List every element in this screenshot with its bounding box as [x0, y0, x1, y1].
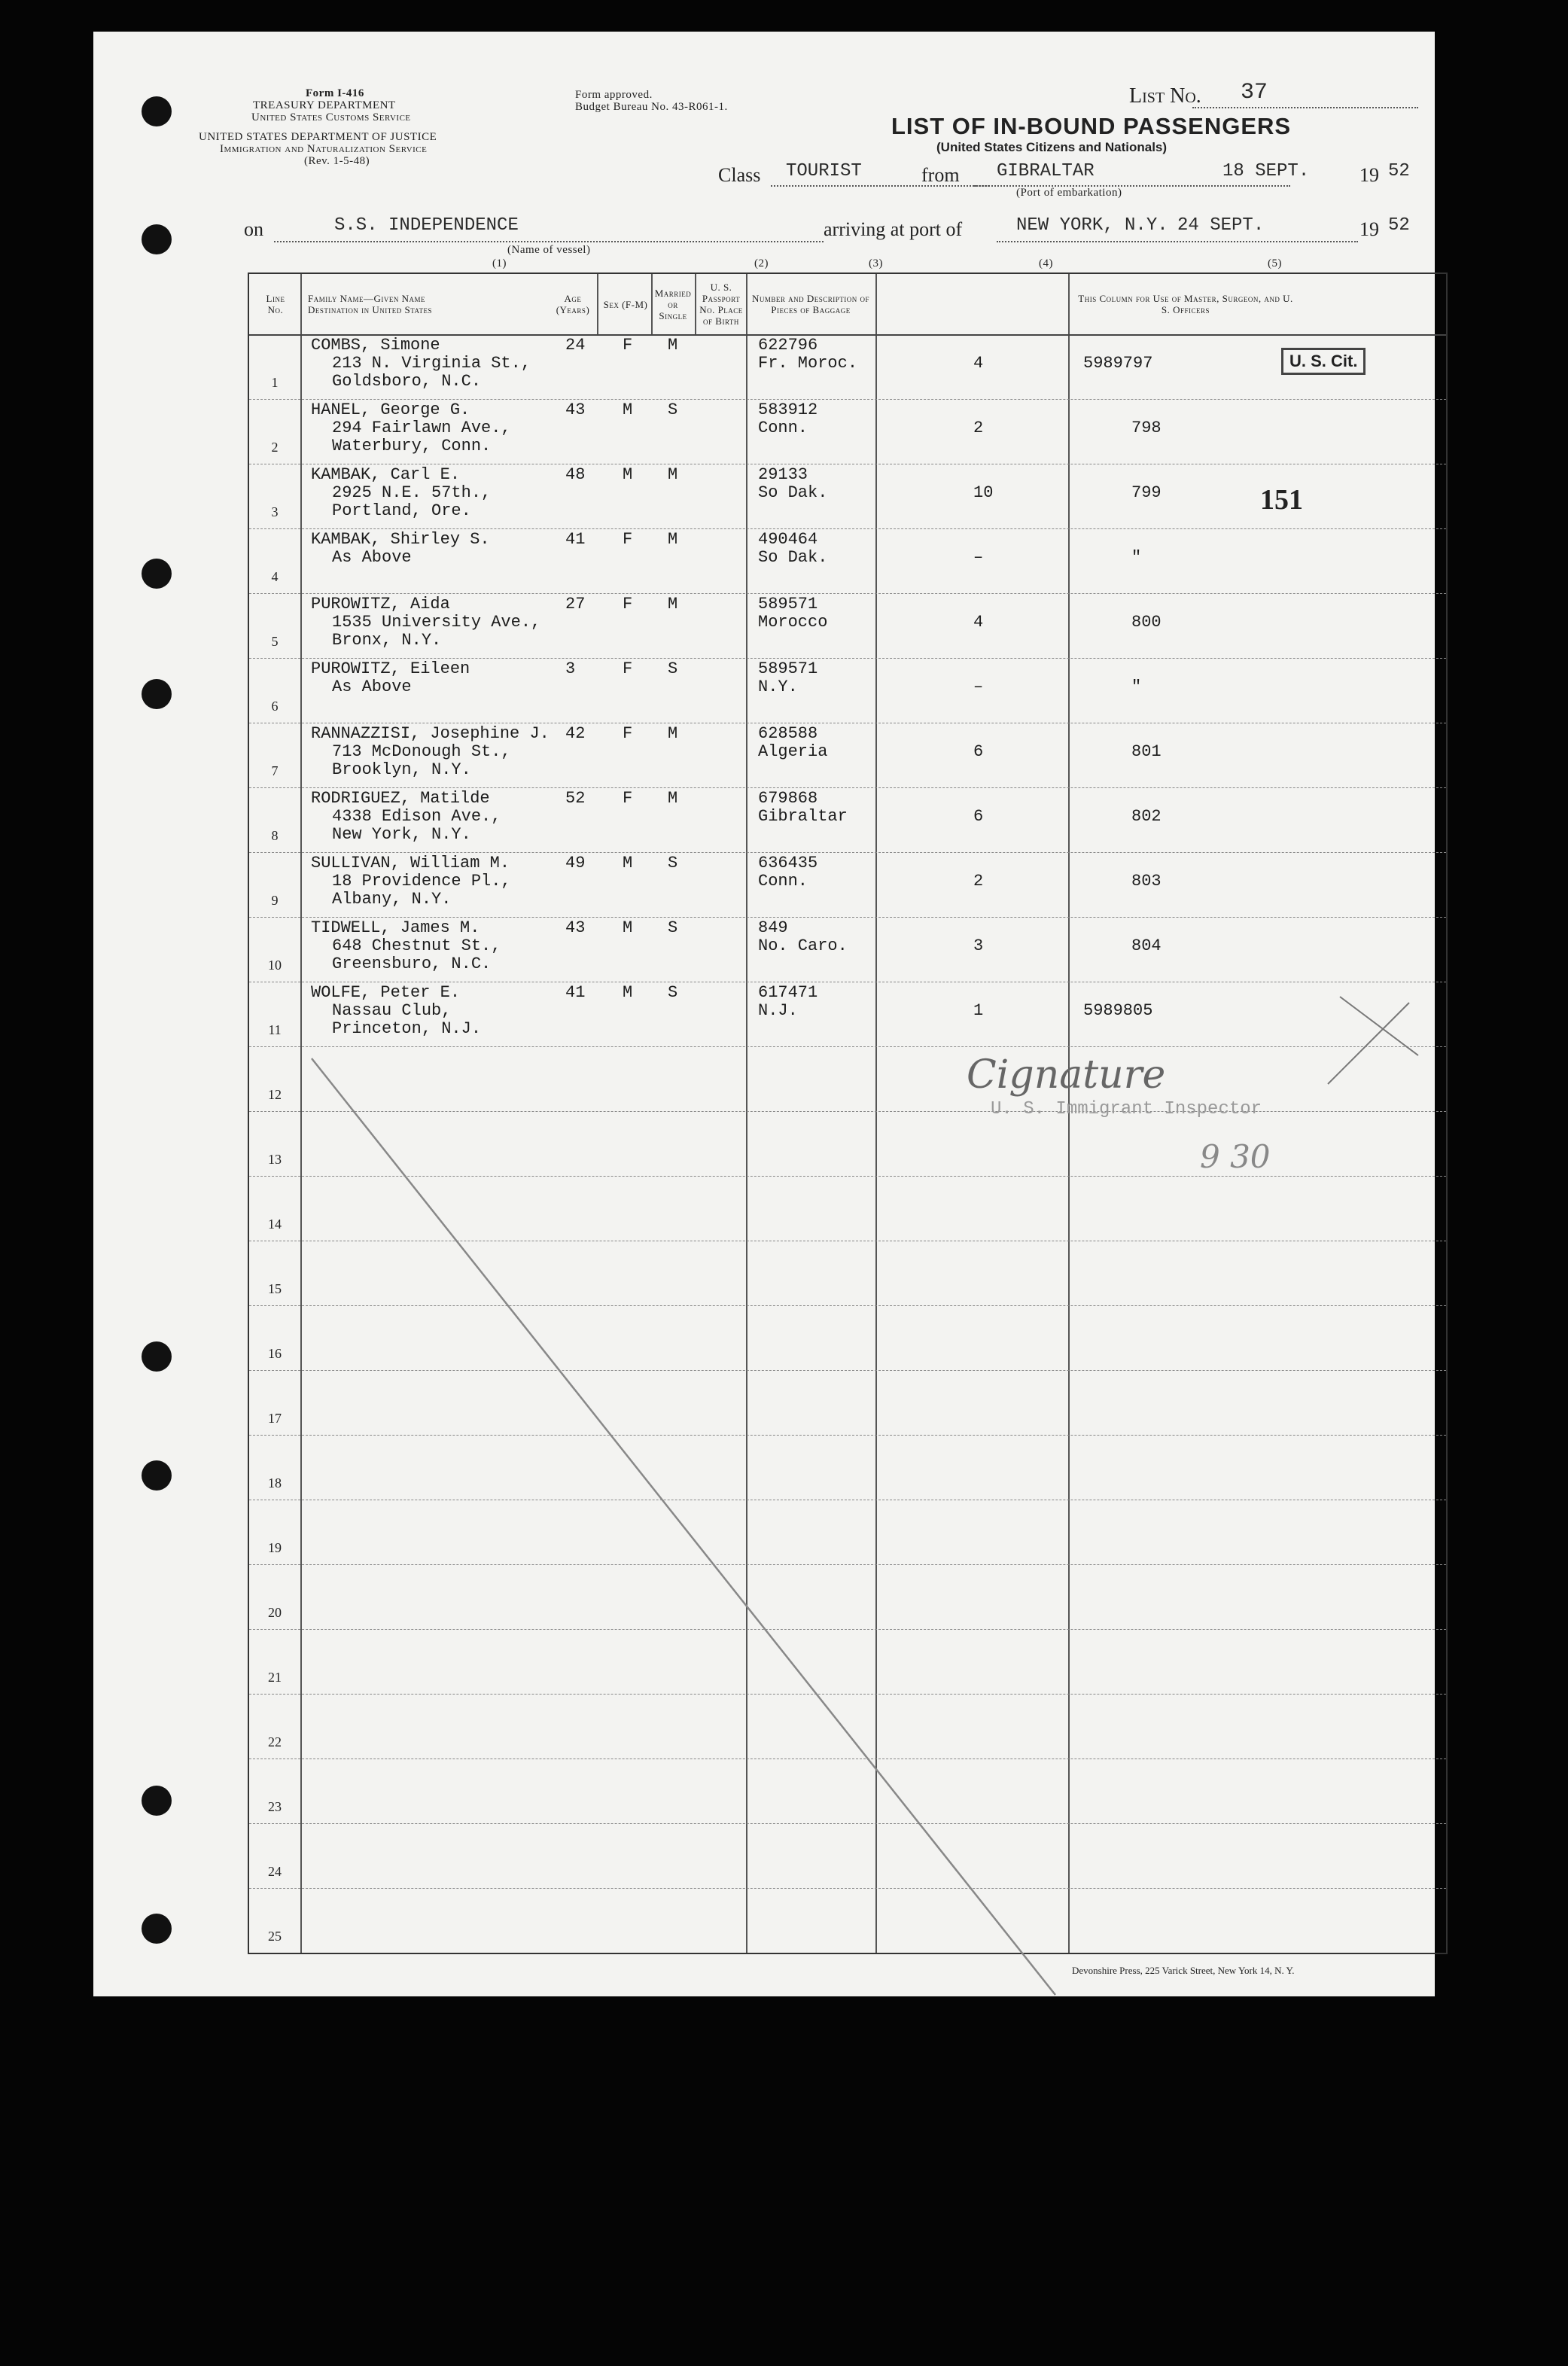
passenger-address-1: 713 McDonough St.,	[332, 742, 511, 761]
col-header-passport: U. S. Passport No. Place of Birth	[699, 282, 743, 327]
line-number: 7	[271, 763, 279, 778]
passenger-passport: 583912	[758, 400, 818, 419]
passenger-marital: S	[668, 659, 678, 678]
passenger-officer-note: 800	[1131, 613, 1162, 632]
passenger-passport: 490464	[758, 530, 818, 549]
passenger-baggage: 6	[973, 742, 984, 761]
passenger-address-1: 213 N. Virginia St.,	[332, 354, 531, 373]
passenger-age: 3	[565, 659, 576, 678]
departure-date: 18 SEPT.	[1222, 161, 1310, 181]
passenger-address-1: 18 Providence Pl.,	[332, 872, 511, 891]
col-header-baggage: Number and Description of Pieces of Baggage	[751, 293, 870, 315]
passenger-passport: 589571	[758, 595, 818, 614]
passenger-address-2: Portland, Ore.	[332, 501, 471, 520]
form-number: Form I-416	[306, 87, 364, 99]
passenger-sex: M	[623, 918, 633, 937]
passenger-age: 48	[565, 465, 586, 484]
passenger-name: SULLIVAN, William M.	[311, 854, 510, 872]
passenger-age: 42	[565, 724, 586, 743]
passenger-age: 24	[565, 336, 586, 355]
passenger-passport: 636435	[758, 854, 818, 872]
passenger-sex: F	[623, 336, 633, 355]
passenger-sex: F	[623, 724, 633, 743]
passenger-officer-note: 799	[1131, 483, 1162, 502]
passenger-officer-note: 5989805	[1083, 1001, 1153, 1020]
passenger-address-1: As Above	[332, 548, 412, 567]
passenger-passport: 29133	[758, 465, 808, 484]
line-number: 6	[271, 699, 279, 714]
passenger-name: PUROWITZ, Eileen	[311, 659, 470, 678]
passenger-name: RANNAZZISI, Josephine J.	[311, 724, 550, 743]
passenger-officer-note: 804	[1131, 936, 1162, 955]
passenger-age: 43	[565, 400, 586, 419]
passenger-sex: M	[623, 854, 633, 872]
passenger-officer-note: "	[1131, 678, 1142, 696]
passenger-marital: M	[668, 530, 678, 549]
passenger-officer-note: "	[1131, 548, 1142, 567]
passenger-name: HANEL, George G.	[311, 400, 470, 419]
passenger-officer-note: 803	[1131, 872, 1162, 891]
pencil-strike-line	[93, 32, 1435, 1996]
us-citizen-stamp: U. S. Cit.	[1281, 348, 1366, 375]
passenger-address-1: 1535 University Ave.,	[332, 613, 541, 632]
passenger-marital: M	[668, 595, 678, 614]
passenger-baggage: –	[973, 678, 984, 696]
passenger-marital: S	[668, 918, 678, 937]
arriving-label: arriving at port of	[824, 218, 963, 240]
budget-bureau: Budget Bureau No. 43-R061-1.	[575, 101, 728, 113]
passenger-address-2: Bronx, N.Y.	[332, 631, 442, 650]
col-number-1: (1)	[492, 257, 507, 269]
passenger-sex: M	[623, 465, 633, 484]
passenger-baggage: 2	[973, 872, 984, 891]
passenger-address-2: New York, N.Y.	[332, 825, 471, 844]
vessel-label: (Name of vessel)	[507, 244, 591, 256]
col-header-age: Age (Years)	[556, 293, 590, 315]
line-number: 22	[268, 1734, 282, 1749]
col-header-line: Line No.	[266, 293, 285, 315]
passenger-address-1: 648 Chestnut St.,	[332, 936, 501, 955]
passenger-marital: M	[668, 336, 678, 355]
passenger-baggage: 1	[973, 1001, 984, 1020]
line-number: 25	[268, 1929, 282, 1944]
passenger-age: 41	[565, 530, 586, 549]
passenger-address-1: 2925 N.E. 57th.,	[332, 483, 492, 502]
passenger-passport: 628588	[758, 724, 818, 743]
line-number: 16	[268, 1346, 282, 1361]
passenger-age: 41	[565, 983, 586, 1002]
passenger-address-2: Greensburo, N.C.	[332, 955, 492, 973]
form-approved: Form approved.	[575, 89, 653, 101]
vessel-name: S.S. INDEPENDENCE	[334, 215, 519, 236]
passenger-address-1: As Above	[332, 678, 412, 696]
line-number: 20	[268, 1605, 282, 1620]
line-number: 13	[268, 1152, 282, 1167]
printer-credit: Devonshire Press, 225 Varick Street, New York 14, N. Y.	[1072, 1965, 1295, 1976]
passenger-sex: M	[623, 983, 633, 1002]
passenger-age: 43	[565, 918, 586, 937]
page-title: LIST OF IN-BOUND PASSENGERS	[891, 113, 1292, 139]
col-number-3: (3)	[869, 257, 883, 269]
passenger-baggage: –	[973, 548, 984, 567]
passenger-name: KAMBAK, Shirley S.	[311, 530, 490, 549]
col-header-married: Married or Single	[654, 287, 692, 321]
passenger-birthplace: N.J.	[758, 1001, 798, 1020]
arrival-year-prefix: 19	[1359, 218, 1379, 240]
immigration-service: Immigration and Naturalization Service	[220, 143, 428, 155]
list-number-label: List No.	[1129, 84, 1201, 108]
department-of-justice: UNITED STATES DEPARTMENT OF JUSTICE	[199, 131, 437, 143]
passenger-marital: M	[668, 465, 678, 484]
passenger-baggage: 6	[973, 807, 984, 826]
col-number-2: (2)	[754, 257, 769, 269]
passenger-address-2: Brooklyn, N.Y.	[332, 760, 471, 779]
line-number: 17	[268, 1411, 282, 1426]
arrival-port: NEW YORK, N.Y.	[1016, 215, 1168, 236]
col-header-sex: Sex (F-M)	[603, 298, 648, 310]
passenger-birthplace: So Dak.	[758, 548, 828, 567]
passenger-passport: 589571	[758, 659, 818, 678]
passenger-age: 49	[565, 854, 586, 872]
passenger-address-2: Goldsboro, N.C.	[332, 372, 482, 391]
passenger-age: 27	[565, 595, 586, 614]
passenger-officer-note: 801	[1131, 742, 1162, 761]
passenger-birthplace: Conn.	[758, 872, 808, 891]
passenger-sex: F	[623, 659, 633, 678]
passenger-birthplace: So Dak.	[758, 483, 828, 502]
passenger-count: 151	[1260, 484, 1303, 516]
passenger-sex: F	[623, 595, 633, 614]
passenger-passport: 679868	[758, 789, 818, 808]
treasury-department: TREASURY DEPARTMENT	[253, 99, 396, 111]
passenger-name: RODRIGUEZ, Matilde	[311, 789, 490, 808]
col-header-officers: This Column for Use of Master, Surgeon, and U. S. Officers	[1078, 293, 1293, 315]
arrival-year: 52	[1388, 215, 1410, 236]
passenger-sex: M	[623, 400, 633, 419]
on-label: on	[244, 218, 263, 240]
from-label: from	[921, 164, 960, 186]
passenger-marital: S	[668, 983, 678, 1002]
passenger-name: PUROWITZ, Aida	[311, 595, 450, 614]
passenger-address-1: 294 Fairlawn Ave.,	[332, 419, 511, 437]
departure-year-prefix: 19	[1359, 164, 1379, 186]
arrival-date: 24 SEPT.	[1177, 215, 1265, 236]
col-number-4: (4)	[1039, 257, 1053, 269]
line-number: 23	[268, 1799, 282, 1814]
passenger-sex: F	[623, 530, 633, 549]
line-number: 10	[268, 958, 282, 973]
departure-year: 52	[1388, 161, 1410, 181]
form-sheet	[93, 32, 1435, 1996]
passenger-birthplace: Algeria	[758, 742, 828, 761]
line-number: 5	[271, 634, 279, 649]
passenger-birthplace: Morocco	[758, 613, 828, 632]
line-number: 12	[268, 1087, 282, 1102]
line-number: 14	[268, 1216, 282, 1232]
line-number: 8	[271, 828, 279, 843]
passenger-name: WOLFE, Peter E.	[311, 983, 461, 1002]
passenger-baggage: 4	[973, 613, 984, 632]
col-header-name: Family Name—Given Name Destination in United States	[308, 293, 433, 315]
port-embarkation-label: (Port of embarkation)	[1016, 187, 1122, 199]
passenger-address-2: Albany, N.Y.	[332, 890, 452, 909]
passenger-passport: 617471	[758, 983, 818, 1002]
line-number: 9	[271, 893, 279, 908]
passenger-birthplace: No. Caro.	[758, 936, 848, 955]
passenger-baggage: 3	[973, 936, 984, 955]
line-number: 2	[271, 440, 279, 455]
list-number: 37	[1241, 80, 1268, 105]
class-label: Class	[718, 164, 761, 186]
passenger-officer-note: 5989797	[1083, 354, 1153, 373]
line-number: 21	[268, 1670, 282, 1685]
passenger-marital: M	[668, 724, 678, 743]
line-number: 11	[268, 1022, 282, 1037]
passenger-address-1: Nassau Club,	[332, 1001, 452, 1020]
passenger-marital: S	[668, 400, 678, 419]
passenger-passport: 622796	[758, 336, 818, 355]
passenger-name: TIDWELL, James M.	[311, 918, 480, 937]
passenger-marital: M	[668, 789, 678, 808]
line-number: 3	[271, 504, 279, 519]
passenger-baggage: 10	[973, 483, 994, 502]
passenger-name: KAMBAK, Carl E.	[311, 465, 461, 484]
passenger-name: COMBS, Simone	[311, 336, 440, 355]
form-revision: (Rev. 1-5-48)	[304, 155, 370, 167]
line-number: 19	[268, 1540, 282, 1555]
line-number: 4	[271, 569, 279, 584]
passenger-passport: 849	[758, 918, 788, 937]
passenger-age: 52	[565, 789, 586, 808]
inspector-signature: Сignature	[967, 1052, 1166, 1098]
line-number: 18	[268, 1475, 282, 1491]
page-subtitle: (United States Citizens and Nationals)	[936, 140, 1168, 154]
passenger-baggage: 2	[973, 419, 984, 437]
from-value: GIBRALTAR	[997, 161, 1095, 181]
line-number: 15	[268, 1281, 282, 1296]
passenger-birthplace: Gibraltar	[758, 807, 848, 826]
col-number-5: (5)	[1268, 257, 1282, 269]
passenger-marital: S	[668, 854, 678, 872]
line-number: 24	[268, 1864, 282, 1879]
passenger-birthplace: Conn.	[758, 419, 808, 437]
passenger-sex: F	[623, 789, 633, 808]
class-value: TOURIST	[786, 161, 862, 181]
passenger-birthplace: Fr. Moroc.	[758, 354, 858, 373]
customs-service: United States Customs Service	[251, 111, 411, 123]
inspector-title: U. S. Immigrant Inspector	[991, 1099, 1262, 1119]
passenger-baggage: 4	[973, 354, 984, 373]
passenger-officer-note: 802	[1131, 807, 1162, 826]
passenger-birthplace: N.Y.	[758, 678, 798, 696]
passenger-address-2: Waterbury, Conn.	[332, 437, 492, 455]
line-number: 1	[271, 375, 279, 390]
passenger-officer-note: 798	[1131, 419, 1162, 437]
passenger-address-2: Princeton, N.J.	[332, 1019, 482, 1038]
passenger-address-1: 4338 Edison Ave.,	[332, 807, 501, 826]
time-note: 9 30	[1200, 1138, 1271, 1175]
